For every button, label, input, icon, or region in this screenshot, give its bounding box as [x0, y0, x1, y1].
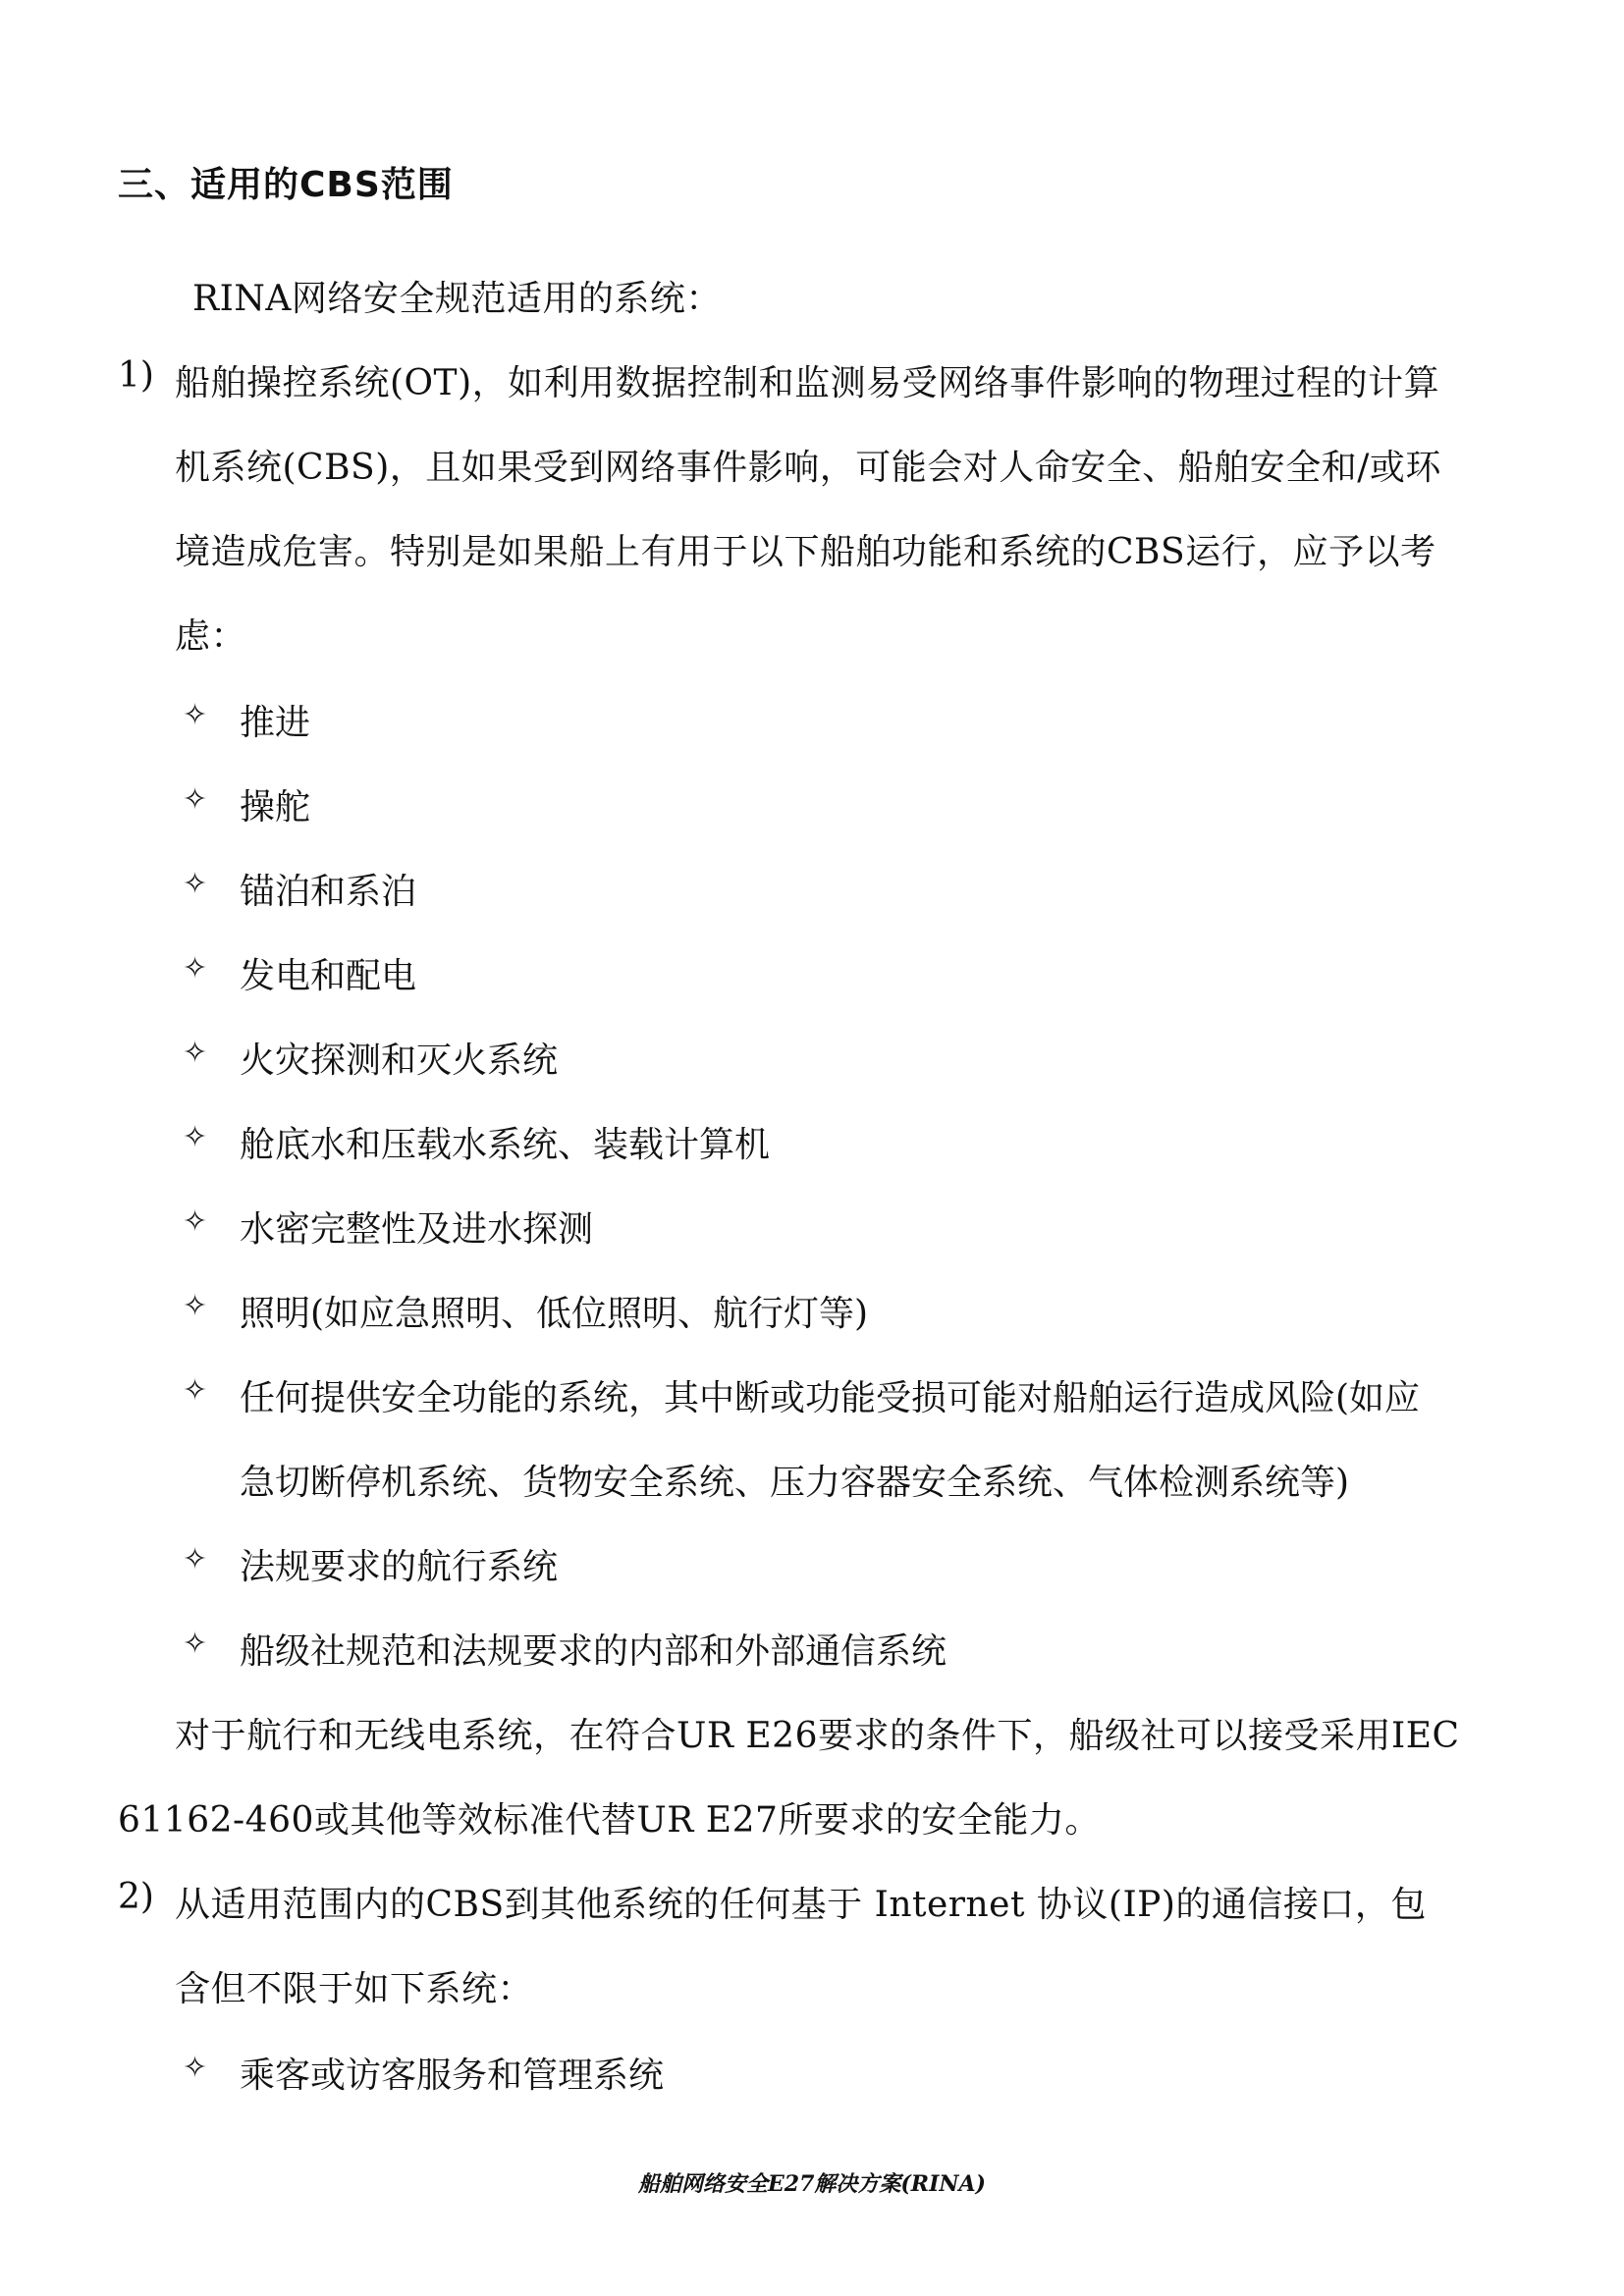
bullet-icon: ✧ [183, 951, 208, 986]
bullet-icon: ✧ [183, 1204, 208, 1239]
bullet-icon: ✧ [183, 698, 208, 732]
bullet-icon: ✧ [183, 1289, 208, 1323]
item-1-number: 1) [118, 355, 154, 396]
bullet-item: 船级社规范和法规要求的内部和外部通信系统 [240, 1631, 947, 1672]
bullet-item: 照明(如应急照明、低位照明、航行灯等) [240, 1294, 869, 1334]
item-1-line: 船舶操控系统(OT)，如利用数据控制和监测易受网络事件影响的物理过程的计算 [175, 363, 1440, 403]
bullet-item: 乘客或访客服务和管理系统 [240, 2056, 665, 2096]
bullet-item-continuation: 急切断停机系统、货物安全系统、压力容器安全系统、气体检测系统等) [240, 1463, 1350, 1503]
item-1-line: 境造成危害。特别是如果船上有用于以下船舶功能和系统的CBS运行，应予以考 [175, 532, 1436, 572]
bullet-icon: ✧ [183, 1627, 208, 1661]
bullet-item: 火灾探测和灭火系统 [240, 1041, 559, 1081]
bullet-icon: ✧ [183, 2051, 208, 2085]
item-2-number: 2) [118, 1877, 154, 1917]
item-2-line: 从适用范围内的CBS到其他系统的任何基于 Internet 协议(IP)的通信接口，包 [175, 1885, 1427, 1925]
intro-text: RINA网络安全规范适用的系统： [192, 279, 722, 319]
note-line: 61162-460或其他等效标准代替UR E27所要求的安全能力。 [118, 1800, 1101, 1841]
bullet-icon: ✧ [183, 1120, 208, 1154]
bullet-item: 水密完整性及进水探测 [240, 1209, 594, 1250]
bullet-item: 法规要求的航行系统 [240, 1547, 559, 1587]
bullet-item: 任何提供安全功能的系统，其中断或功能受损可能对船舶运行造成风险(如应 [240, 1378, 1421, 1418]
note-line: 对于航行和无线电系统，在符合UR E26要求的条件下，船级社可以接受采用IEC [175, 1716, 1460, 1756]
section-heading: 三、适用的CBS范围 [118, 165, 454, 205]
item-2-line: 含但不限于如下系统： [175, 1969, 534, 2009]
bullet-item: 操舵 [240, 787, 311, 828]
item-1-line: 虑： [175, 616, 247, 657]
bullet-icon: ✧ [183, 782, 208, 817]
bullet-icon: ✧ [183, 1036, 208, 1070]
bullet-icon: ✧ [183, 1373, 208, 1408]
item-1-line: 机系统(CBS)，且如果受到网络事件影响，可能会对人命安全、船舶安全和/或环 [175, 448, 1441, 488]
bullet-item: 舱底水和压载水系统、装载计算机 [240, 1125, 771, 1165]
bullet-icon: ✧ [183, 1542, 208, 1576]
page-footer: 船舶网络安全E27解决方案(RINA) [638, 2171, 986, 2197]
bullet-item: 推进 [240, 703, 311, 743]
bullet-item: 锚泊和系泊 [240, 872, 417, 912]
bullet-item: 发电和配电 [240, 956, 417, 996]
bullet-icon: ✧ [183, 867, 208, 901]
